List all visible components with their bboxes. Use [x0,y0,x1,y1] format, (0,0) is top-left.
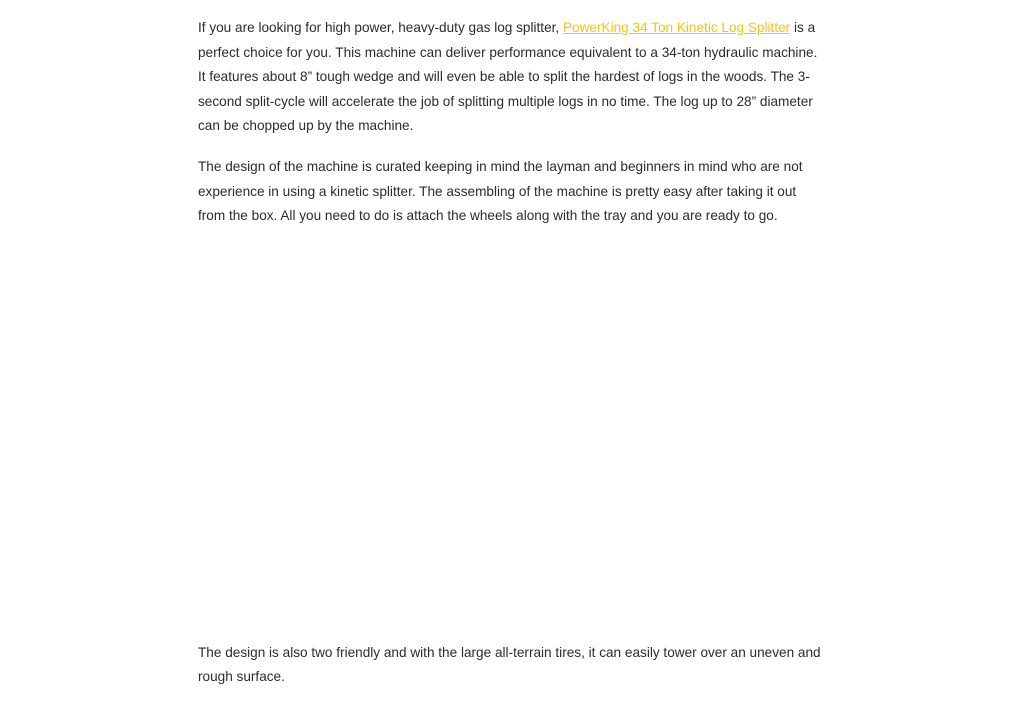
product-link[interactable]: PowerKing 34 Ton Kinetic Log Splitter [562,20,791,35]
intro-text-after: is a perfect choice for you. This machine can deliver performance equivalent to a 34-ton hydraulic machine. It features about 8” tough wedge and will even be able to split the hardest of logs in the woods. The 3-second split-cycle will accelerate the job of splitting multiple logs in no time. The log up to 28” diameter can be chopped up by the machine. [198,20,818,134]
design-paragraph: The design of the machine is curated keeping in mind the layman and beginners in mind who are not experience in using a kinetic splitter. The assembling of the machine is pretty easy after taking it out from the box. All you need to do is attach the wheels along with the tray and you are ready to go. [198,158,803,224]
embedded-media-placeholder [198,245,826,625]
intro-text-before: If you are looking for high power, heavy-duty gas log splitter, [198,20,563,35]
article-body [198,16,826,706]
intro-paragraph [198,16,826,139]
tires-paragraph: The design is also two friendly and with the large all-terrain tires, it can easily tower over an uneven and rough surface. [198,644,821,685]
